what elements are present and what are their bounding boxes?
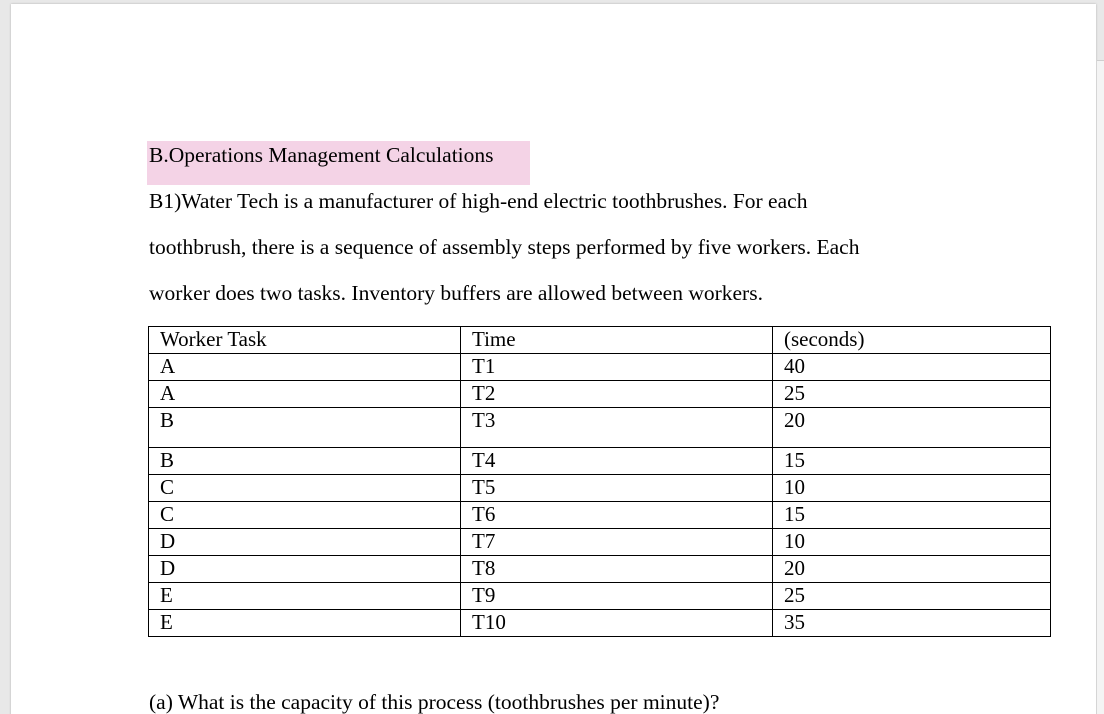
header-cell-worker-task: Worker Task bbox=[149, 327, 461, 354]
cell-worker: C bbox=[149, 475, 461, 502]
table-row bbox=[149, 354, 1051, 381]
table-row bbox=[149, 408, 1051, 448]
cell-task: T5 bbox=[461, 475, 773, 502]
cell-task: T10 bbox=[461, 610, 773, 637]
cell-worker: E bbox=[149, 610, 461, 637]
header-cell-seconds: (seconds) bbox=[773, 327, 1051, 354]
cell-worker: A bbox=[149, 381, 461, 408]
cell-seconds: 10 bbox=[773, 475, 1051, 502]
cell-task: T9 bbox=[461, 583, 773, 610]
question-a: (a) What is the capacity of this process (toothbrushes per minute)? bbox=[149, 690, 720, 714]
cell-task: T6 bbox=[461, 502, 773, 529]
cell-task: T8 bbox=[461, 556, 773, 583]
table-row bbox=[149, 502, 1051, 529]
cell-task: T7 bbox=[461, 529, 773, 556]
cell-task: T3 bbox=[461, 408, 773, 448]
cell-seconds: 25 bbox=[773, 583, 1051, 610]
table-row bbox=[149, 610, 1051, 637]
scrollbar-track[interactable] bbox=[1097, 60, 1104, 714]
cell-worker: C bbox=[149, 502, 461, 529]
cell-task: T4 bbox=[461, 448, 773, 475]
cell-seconds: 15 bbox=[773, 448, 1051, 475]
cell-worker: B bbox=[149, 448, 461, 475]
cell-task: T2 bbox=[461, 381, 773, 408]
table-row bbox=[149, 475, 1051, 502]
cell-seconds: 25 bbox=[773, 381, 1051, 408]
table-row bbox=[149, 529, 1051, 556]
section-heading bbox=[147, 141, 530, 185]
task-time-table bbox=[148, 326, 1051, 637]
paragraph-line: B1)Water Tech is a manufacturer of high-end electric toothbrushes. For each bbox=[149, 189, 808, 213]
cell-seconds: 35 bbox=[773, 610, 1051, 637]
cell-seconds: 20 bbox=[773, 408, 1051, 448]
cell-seconds: 20 bbox=[773, 556, 1051, 583]
cell-seconds: 15 bbox=[773, 502, 1051, 529]
section-heading-text: B.Operations Management Calculations bbox=[149, 143, 494, 167]
cell-worker: B bbox=[149, 408, 461, 448]
header-cell-time: Time bbox=[461, 327, 773, 354]
table-header-row bbox=[149, 327, 1051, 354]
cell-worker: A bbox=[149, 354, 461, 381]
cell-seconds: 10 bbox=[773, 529, 1051, 556]
cell-task: T1 bbox=[461, 354, 773, 381]
table-row bbox=[149, 583, 1051, 610]
table-row bbox=[149, 448, 1051, 475]
cell-worker: E bbox=[149, 583, 461, 610]
table-row bbox=[149, 381, 1051, 408]
cell-worker: D bbox=[149, 529, 461, 556]
cell-seconds: 40 bbox=[773, 354, 1051, 381]
cell-worker: D bbox=[149, 556, 461, 583]
table-row bbox=[149, 556, 1051, 583]
paragraph-line: toothbrush, there is a sequence of assembly steps performed by five workers. Each bbox=[149, 235, 860, 259]
paragraph-line: worker does two tasks. Inventory buffers are allowed between workers. bbox=[149, 281, 763, 305]
